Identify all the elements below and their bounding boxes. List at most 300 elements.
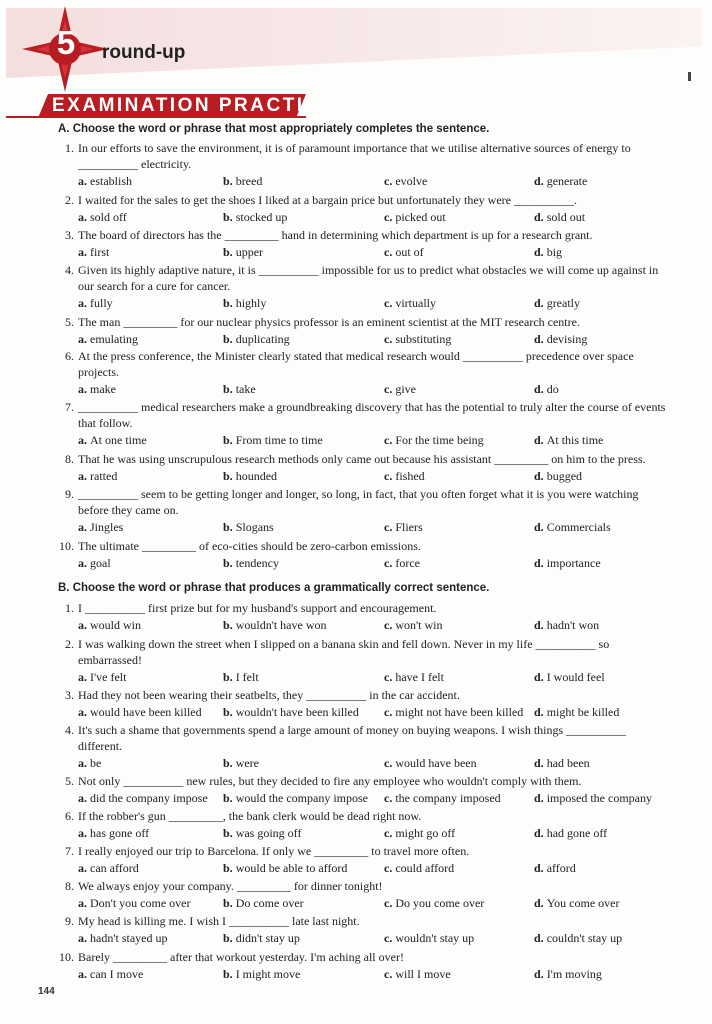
option-text: imposed the company bbox=[546, 791, 652, 805]
question-number: 7. bbox=[65, 400, 74, 414]
option-letter: b. bbox=[223, 296, 233, 310]
option-letter: d. bbox=[534, 705, 544, 719]
question-number: 9. bbox=[65, 487, 74, 501]
question-text: I was walking down the street when I slipped on a banana skin and fell down. Never in my life __________ so embarrassed! bbox=[78, 637, 610, 667]
option-letter: b. bbox=[223, 210, 233, 224]
answer-option[interactable] bbox=[78, 930, 167, 946]
option-text: upper bbox=[235, 245, 264, 259]
question-text: The board of directors has the _________ hand in determining which department is up for a research grant. bbox=[78, 228, 593, 242]
question-number: 4. bbox=[65, 263, 74, 277]
question-number: 8. bbox=[65, 452, 74, 466]
question-text: __________ seem to be getting longer and longer, so long, in fact, that you often forget what it is you were watching before they came on. bbox=[78, 487, 639, 517]
option-letter: d. bbox=[534, 618, 544, 632]
option-text: might go off bbox=[395, 826, 456, 840]
option-text: out of bbox=[395, 245, 424, 259]
answer-option[interactable] bbox=[534, 704, 619, 720]
option-text: I'm moving bbox=[546, 967, 602, 981]
question-text: Given its highly adaptive nature, it is __________ impossible for us to predict what obstacles we will come up against in our search for a cure for cancer. bbox=[78, 263, 659, 293]
option-letter: a. bbox=[78, 931, 87, 945]
option-text: didn't stay up bbox=[235, 931, 300, 945]
option-text: Don't you come over bbox=[90, 896, 191, 910]
answer-option[interactable] bbox=[534, 617, 599, 633]
option-letter: c. bbox=[384, 705, 393, 719]
option-letter: a. bbox=[78, 245, 87, 259]
question-text: At the press conference, the Minister clearly stated that medical research would __________ precedence over space projects. bbox=[78, 349, 634, 379]
question-text: Had they not been wearing their seatbelts, they __________ in the car accident. bbox=[78, 688, 460, 702]
option-text: first bbox=[90, 245, 110, 259]
option-letter: d. bbox=[534, 826, 544, 840]
option-text: evolve bbox=[395, 174, 428, 188]
answer-option[interactable] bbox=[78, 669, 126, 685]
answer-option[interactable] bbox=[534, 895, 619, 911]
answer-option[interactable] bbox=[384, 860, 454, 876]
option-letter: a. bbox=[78, 520, 87, 534]
option-letter: d. bbox=[534, 520, 544, 534]
answer-option[interactable] bbox=[223, 755, 259, 771]
option-text: stocked up bbox=[235, 210, 288, 224]
option-letter: b. bbox=[223, 520, 233, 534]
option-letter: a. bbox=[78, 756, 87, 770]
option-letter: b. bbox=[223, 670, 233, 684]
option-letter: c. bbox=[384, 174, 393, 188]
question-text: Not only __________ new rules, but they decided to fire any employee who wouldn't comply with them. bbox=[78, 774, 582, 788]
answer-options bbox=[78, 381, 678, 397]
answer-option[interactable] bbox=[78, 755, 101, 771]
answer-option[interactable] bbox=[534, 555, 601, 571]
answer-options bbox=[78, 555, 678, 571]
answer-option[interactable] bbox=[78, 966, 143, 982]
option-text: might not have been killed bbox=[395, 705, 524, 719]
answer-option[interactable] bbox=[534, 209, 585, 225]
option-text: wouldn't have won bbox=[235, 618, 327, 632]
question-text: __________ medical researchers make a groundbreaking discovery that has the potential to truly alter the course of events that follow. bbox=[78, 400, 666, 430]
option-text: I've felt bbox=[90, 670, 127, 684]
option-text: bugged bbox=[546, 469, 583, 483]
option-letter: d. bbox=[534, 332, 544, 346]
option-letter: a. bbox=[78, 670, 87, 684]
answer-option[interactable] bbox=[384, 555, 420, 571]
answer-option[interactable] bbox=[384, 381, 416, 397]
answer-options bbox=[78, 860, 678, 876]
question-number: 2. bbox=[65, 637, 74, 651]
option-letter: d. bbox=[534, 296, 544, 310]
option-text: have I felt bbox=[395, 670, 444, 684]
answer-options bbox=[78, 704, 678, 720]
option-text: had been bbox=[546, 756, 590, 770]
option-text: You come over bbox=[546, 896, 620, 910]
answer-options bbox=[78, 209, 678, 225]
answer-option[interactable] bbox=[384, 825, 455, 841]
option-text: Commercials bbox=[546, 520, 611, 534]
answer-option[interactable] bbox=[534, 381, 559, 397]
answer-options bbox=[78, 331, 678, 347]
unit-title: round-up bbox=[102, 42, 186, 63]
option-letter: d. bbox=[534, 382, 544, 396]
option-text: emulating bbox=[90, 332, 138, 346]
answer-option[interactable] bbox=[384, 244, 424, 260]
option-letter: a. bbox=[78, 861, 87, 875]
answer-option[interactable] bbox=[384, 755, 477, 771]
option-text: generate bbox=[546, 174, 588, 188]
answer-options bbox=[78, 669, 678, 685]
answer-option[interactable] bbox=[534, 432, 603, 448]
option-text: fished bbox=[395, 469, 425, 483]
answer-option[interactable] bbox=[384, 432, 484, 448]
option-text: devising bbox=[546, 332, 588, 346]
answer-option[interactable] bbox=[534, 295, 580, 311]
option-letter: d. bbox=[534, 670, 544, 684]
option-text: Fliers bbox=[395, 520, 423, 534]
option-letter: a. bbox=[78, 469, 87, 483]
option-letter: c. bbox=[384, 931, 393, 945]
question-text: I waited for the sales to get the shoes I liked at a bargain price but unfortunately they were __________. bbox=[78, 193, 577, 207]
option-text: wouldn't stay up bbox=[395, 931, 475, 945]
option-text: hadn't stayed up bbox=[90, 931, 168, 945]
question-text: If the robber's gun _________, the bank clerk would be dead right now. bbox=[78, 809, 422, 823]
section-a-heading: A. Choose the word or phrase that most appropriately completes the sentence. bbox=[58, 123, 490, 135]
option-letter: d. bbox=[534, 556, 544, 570]
option-letter: d. bbox=[534, 245, 544, 259]
option-text: ratted bbox=[90, 469, 118, 483]
option-letter: c. bbox=[384, 967, 393, 981]
page-number: 144 bbox=[38, 986, 55, 997]
option-letter: c. bbox=[384, 520, 393, 534]
answer-option[interactable] bbox=[384, 669, 444, 685]
option-text: force bbox=[395, 556, 420, 570]
option-text: be bbox=[90, 756, 102, 770]
option-letter: a. bbox=[78, 382, 87, 396]
option-text: virtually bbox=[395, 296, 436, 310]
answer-option[interactable] bbox=[78, 555, 111, 571]
answer-option[interactable] bbox=[384, 173, 427, 189]
option-letter: b. bbox=[223, 556, 233, 570]
question-number: 6. bbox=[65, 809, 74, 823]
option-text: I felt bbox=[235, 670, 259, 684]
option-text: would be able to afford bbox=[235, 861, 348, 875]
option-text: hadn't won bbox=[546, 618, 600, 632]
question-number: 2. bbox=[65, 193, 74, 207]
answer-option[interactable] bbox=[384, 331, 451, 347]
answer-option[interactable] bbox=[78, 519, 123, 535]
option-letter: c. bbox=[384, 670, 393, 684]
answer-option[interactable] bbox=[223, 295, 266, 311]
answer-option[interactable] bbox=[223, 895, 304, 911]
option-letter: b. bbox=[223, 705, 233, 719]
option-letter: b. bbox=[223, 174, 233, 188]
option-letter: d. bbox=[534, 861, 544, 875]
answer-option[interactable] bbox=[534, 331, 587, 347]
answer-options bbox=[78, 295, 678, 311]
section-label: EXAMINATION PRACTICE bbox=[52, 95, 336, 116]
option-letter: b. bbox=[223, 469, 233, 483]
option-letter: c. bbox=[384, 556, 393, 570]
option-text: From time to time bbox=[235, 433, 323, 447]
option-letter: b. bbox=[223, 382, 233, 396]
answer-options bbox=[78, 930, 678, 946]
answer-option[interactable] bbox=[534, 755, 590, 771]
option-text: sold off bbox=[90, 210, 127, 224]
answer-option[interactable] bbox=[223, 669, 259, 685]
answer-option[interactable] bbox=[534, 930, 622, 946]
option-letter: a. bbox=[78, 791, 87, 805]
answer-option[interactable] bbox=[534, 790, 652, 806]
option-text: Do come over bbox=[235, 896, 304, 910]
answer-option[interactable] bbox=[78, 825, 149, 841]
answer-option[interactable] bbox=[384, 895, 484, 911]
option-text: At this time bbox=[546, 433, 604, 447]
option-text: couldn't stay up bbox=[546, 931, 623, 945]
answer-option[interactable] bbox=[223, 617, 327, 633]
option-text: afford bbox=[546, 861, 576, 875]
option-text: goal bbox=[90, 556, 111, 570]
answer-option[interactable] bbox=[223, 555, 279, 571]
option-text: was going off bbox=[235, 826, 302, 840]
answer-option[interactable] bbox=[384, 930, 474, 946]
answer-option[interactable] bbox=[384, 519, 423, 535]
answer-option[interactable] bbox=[534, 860, 576, 876]
answer-option[interactable] bbox=[78, 432, 147, 448]
question-number: 9. bbox=[65, 914, 74, 928]
option-text: can afford bbox=[90, 861, 139, 875]
option-letter: a. bbox=[78, 296, 87, 310]
option-text: big bbox=[546, 245, 563, 259]
option-text: the company imposed bbox=[395, 791, 501, 805]
option-text: can I move bbox=[90, 967, 144, 981]
question-number: 10. bbox=[59, 539, 74, 553]
option-letter: c. bbox=[384, 861, 393, 875]
answer-option[interactable] bbox=[534, 825, 607, 841]
option-letter: d. bbox=[534, 174, 544, 188]
option-letter: a. bbox=[78, 210, 87, 224]
answer-options bbox=[78, 244, 678, 260]
question-number: 4. bbox=[65, 723, 74, 737]
option-text: sold out bbox=[546, 210, 586, 224]
answer-option[interactable] bbox=[78, 704, 202, 720]
answer-option[interactable] bbox=[384, 617, 443, 633]
option-letter: a. bbox=[78, 705, 87, 719]
question-text: That he was using unscrupulous research methods only came out because his assistant _________ on him to the press. bbox=[78, 452, 646, 466]
option-letter: c. bbox=[384, 618, 393, 632]
option-letter: c. bbox=[384, 756, 393, 770]
option-text: importance bbox=[546, 556, 601, 570]
option-letter: b. bbox=[223, 826, 233, 840]
option-letter: b. bbox=[223, 332, 233, 346]
answer-option[interactable] bbox=[384, 295, 436, 311]
option-text: take bbox=[235, 382, 256, 396]
question-number: 5. bbox=[65, 774, 74, 788]
option-text: fully bbox=[90, 296, 113, 310]
option-text: had gone off bbox=[546, 826, 608, 840]
option-text: tendency bbox=[235, 556, 279, 570]
option-text: highly bbox=[235, 296, 267, 310]
question-number: 5. bbox=[65, 315, 74, 329]
answer-option[interactable] bbox=[223, 825, 301, 841]
answer-option[interactable] bbox=[384, 704, 523, 720]
option-text: were bbox=[235, 756, 260, 770]
option-text: For the time being bbox=[395, 433, 484, 447]
question-text: I really enjoyed our trip to Barcelona. If only we _________ to travel more often. bbox=[78, 844, 470, 858]
option-letter: d. bbox=[534, 967, 544, 981]
question-number: 6. bbox=[65, 349, 74, 363]
answer-option[interactable] bbox=[223, 704, 359, 720]
option-text: hounded bbox=[235, 469, 278, 483]
answer-options bbox=[78, 432, 678, 448]
option-letter: b. bbox=[223, 931, 233, 945]
option-letter: b. bbox=[223, 433, 233, 447]
option-letter: c. bbox=[384, 826, 393, 840]
option-letter: b. bbox=[223, 861, 233, 875]
answer-option[interactable] bbox=[384, 209, 446, 225]
section-b-heading: B. Choose the word or phrase that produces a grammatically correct sentence. bbox=[58, 582, 490, 594]
answer-options bbox=[78, 519, 678, 535]
answer-options bbox=[78, 173, 678, 189]
option-letter: d. bbox=[534, 756, 544, 770]
answer-options bbox=[78, 825, 678, 841]
margin-mark bbox=[688, 72, 691, 81]
option-text: substituting bbox=[395, 332, 452, 346]
question-text: Barely _________ after that workout yesterday. I'm aching all over! bbox=[78, 950, 404, 964]
option-letter: b. bbox=[223, 791, 233, 805]
option-letter: b. bbox=[223, 967, 233, 981]
answer-option[interactable] bbox=[78, 244, 109, 260]
option-text: Slogans bbox=[235, 520, 274, 534]
option-text: breed bbox=[235, 174, 263, 188]
answer-option[interactable] bbox=[534, 173, 587, 189]
option-letter: b. bbox=[223, 896, 233, 910]
option-text: Jingles bbox=[90, 520, 124, 534]
option-text: did the company impose bbox=[90, 791, 208, 805]
option-text: picked out bbox=[395, 210, 446, 224]
answer-option[interactable] bbox=[78, 209, 127, 225]
option-letter: b. bbox=[223, 245, 233, 259]
option-letter: c. bbox=[384, 896, 393, 910]
answer-options bbox=[78, 790, 678, 806]
option-letter: d. bbox=[534, 791, 544, 805]
answer-options bbox=[78, 966, 678, 982]
question-number: 8. bbox=[65, 879, 74, 893]
answer-options bbox=[78, 617, 678, 633]
answer-option[interactable] bbox=[223, 173, 262, 189]
option-text: Do you come over bbox=[395, 896, 485, 910]
question-number: 1. bbox=[65, 601, 74, 615]
option-text: make bbox=[90, 382, 116, 396]
option-text: has gone off bbox=[90, 826, 150, 840]
unit-number: 5 bbox=[56, 24, 76, 61]
option-letter: a. bbox=[78, 896, 87, 910]
answer-option[interactable] bbox=[223, 790, 368, 806]
option-text: establish bbox=[90, 174, 132, 188]
option-text: might be killed bbox=[546, 705, 620, 719]
answer-option[interactable] bbox=[223, 930, 300, 946]
option-text: I would feel bbox=[546, 670, 605, 684]
answer-option[interactable] bbox=[534, 468, 582, 484]
option-letter: c. bbox=[384, 469, 393, 483]
option-text: do bbox=[546, 382, 559, 396]
answer-option[interactable] bbox=[223, 468, 277, 484]
option-letter: a. bbox=[78, 433, 87, 447]
answer-option[interactable] bbox=[384, 468, 425, 484]
answer-option[interactable] bbox=[534, 244, 562, 260]
answer-option[interactable] bbox=[223, 966, 300, 982]
option-text: won't win bbox=[395, 618, 443, 632]
question-number: 3. bbox=[65, 228, 74, 242]
option-text: could afford bbox=[395, 861, 455, 875]
option-text: would have been bbox=[395, 756, 477, 770]
option-letter: c. bbox=[384, 245, 393, 259]
answer-option[interactable] bbox=[223, 331, 290, 347]
question-text: The man _________ for our nuclear physics professor is an eminent scientist at the MIT research centre. bbox=[78, 315, 580, 329]
question-number: 3. bbox=[65, 688, 74, 702]
answer-options bbox=[78, 895, 678, 911]
question-number: 1. bbox=[65, 141, 74, 155]
option-letter: d. bbox=[534, 433, 544, 447]
option-text: give bbox=[395, 382, 416, 396]
option-letter: c. bbox=[384, 296, 393, 310]
answer-option[interactable] bbox=[223, 432, 323, 448]
option-letter: a. bbox=[78, 967, 87, 981]
answer-option[interactable] bbox=[78, 617, 141, 633]
answer-option[interactable] bbox=[534, 669, 605, 685]
option-text: At one time bbox=[90, 433, 147, 447]
question-text: I __________ first prize but for my husband's support and encouragement. bbox=[78, 601, 437, 615]
question-text: In our efforts to save the environment, it is of paramount importance that we utilise alternative sources of energy to __________ electricity. bbox=[78, 141, 631, 171]
option-text: will I move bbox=[395, 967, 451, 981]
answer-option[interactable] bbox=[78, 331, 138, 347]
answer-option[interactable] bbox=[78, 173, 132, 189]
answer-option[interactable] bbox=[223, 860, 347, 876]
answer-option[interactable] bbox=[78, 381, 116, 397]
option-text: would have been killed bbox=[90, 705, 202, 719]
option-letter: c. bbox=[384, 433, 393, 447]
option-letter: c. bbox=[384, 210, 393, 224]
option-letter: c. bbox=[384, 791, 393, 805]
option-text: wouldn't have been killed bbox=[235, 705, 359, 719]
option-letter: c. bbox=[384, 382, 393, 396]
option-letter: d. bbox=[534, 469, 544, 483]
question-text: We always enjoy your company. _________ for dinner tonight! bbox=[78, 879, 383, 893]
option-letter: d. bbox=[534, 896, 544, 910]
option-letter: a. bbox=[78, 332, 87, 346]
option-letter: a. bbox=[78, 174, 87, 188]
option-text: duplicating bbox=[235, 332, 290, 346]
answer-option[interactable] bbox=[223, 519, 274, 535]
option-text: I might move bbox=[235, 967, 301, 981]
question-text: It's such a shame that governments spend a large amount of money on buying weapons. I wish things __________ different. bbox=[78, 723, 627, 753]
answer-option[interactable] bbox=[78, 468, 117, 484]
answer-option[interactable] bbox=[223, 381, 256, 397]
answer-option[interactable] bbox=[384, 966, 451, 982]
answer-option[interactable] bbox=[78, 860, 139, 876]
option-letter: a. bbox=[78, 556, 87, 570]
answer-option[interactable] bbox=[78, 295, 113, 311]
answer-option[interactable] bbox=[384, 790, 501, 806]
option-letter: d. bbox=[534, 931, 544, 945]
option-letter: b. bbox=[223, 756, 233, 770]
answer-option[interactable] bbox=[534, 519, 611, 535]
question-text: The ultimate _________ of eco-cities should be zero-carbon emissions. bbox=[78, 539, 421, 553]
option-text: would the company impose bbox=[235, 791, 368, 805]
answer-option[interactable] bbox=[78, 790, 208, 806]
option-text: greatly bbox=[546, 296, 581, 310]
option-letter: b. bbox=[223, 618, 233, 632]
option-letter: c. bbox=[384, 332, 393, 346]
answer-options bbox=[78, 468, 678, 484]
answer-option[interactable] bbox=[534, 966, 602, 982]
header-rule bbox=[6, 116, 306, 118]
answer-option[interactable] bbox=[223, 209, 287, 225]
answer-option[interactable] bbox=[78, 895, 190, 911]
answer-option[interactable] bbox=[223, 244, 263, 260]
